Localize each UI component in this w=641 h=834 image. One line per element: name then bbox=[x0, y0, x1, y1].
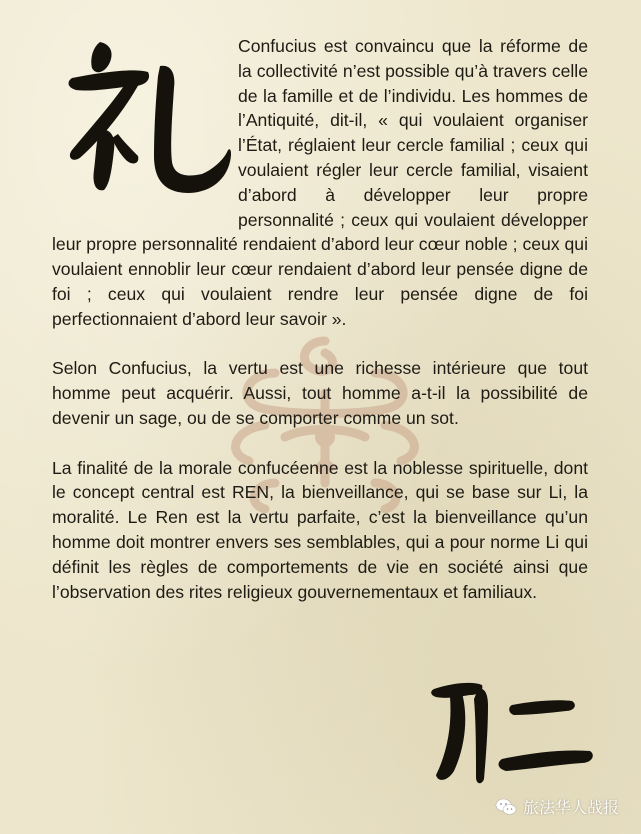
paragraph-2: Selon Confucius, la vertu est une richesse intérieure que tout homme peut acquérir. Aussi, tout homme a-t-il la possibilité de devenir un sage, ou de se comporter comme un sot. bbox=[52, 358, 588, 428]
paragraph-1: Confucius est convaincu que la réforme de la collectivité n’est possible qu’à travers celle de la famille et de l’individu. Les hommes de l’Antiquité, dit-il, « qui voulaient organiser l’État, réglaient leur cercle familial ; ceux qui voulaient régler leur cercle familial, visaient d’abord à développer leur propre personnalité ; ceux qui voulaient développer leur propre personnalité rendaient d’abord leur cœur noble ; ceux qui voulaient ennoblir leur cœur rendaient d’abord leur pensée digne de foi ; ceux qui voulaient rendre leur pensée digne de foi perfectionnaient d’abord leur savoir ». bbox=[52, 36, 588, 329]
watermark bbox=[495, 795, 619, 818]
wechat-icon bbox=[495, 798, 517, 816]
paragraph-3: La finalité de la morale confucéenne est la noblesse spirituelle, dont le concept central est REN, la bienveillance, qui se base sur Li, la moralité. Le Ren est la vertu parfaite, c’est la bienveillance qu’un homme doit montrer envers ses semblables, qui a pour norme Li qui définit les règles de comportements de vie en société ainsi que l’observation des rites religieux gouvernementaux et familiaux. bbox=[52, 457, 588, 602]
calligraphy-spacer bbox=[52, 34, 238, 208]
calligraphy-ren-icon bbox=[422, 675, 597, 787]
article-text bbox=[52, 34, 588, 629]
watermark-text: 旅法华人战报 bbox=[522, 798, 619, 817]
